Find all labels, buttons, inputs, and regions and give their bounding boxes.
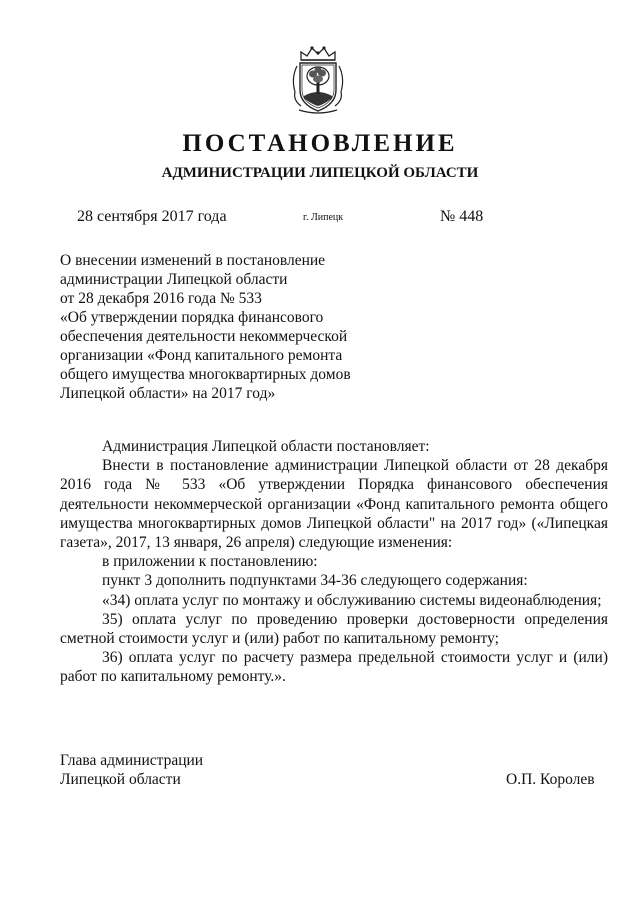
document-city: г. Липецк xyxy=(303,212,344,223)
subject-line: общего имущества многоквартирных домов xyxy=(60,366,351,383)
subject-line: от 28 декабря 2016 года № 533 xyxy=(60,290,262,307)
subject-line: обеспечения деятельности некоммерческой xyxy=(60,328,348,345)
subject-line: «Об утверждении порядка финансового xyxy=(60,309,324,326)
document-date: 28 сентября 2017 года xyxy=(77,208,227,225)
lipetsk-coat-of-arms-icon xyxy=(287,44,349,116)
document-title: ПОСТАНОВЛЕНИЕ xyxy=(182,130,458,157)
document-body xyxy=(60,437,608,687)
document-subject xyxy=(60,251,390,403)
document-number: № 448 xyxy=(440,208,484,225)
subject-line: Липецкой области» на 2017 год» xyxy=(60,385,276,402)
body-paragraph: 35) оплата услуг по проведению проверки достоверности определения сметной стоимости услуг и (или) работ по капитальному ремонту; xyxy=(60,610,608,648)
signer-name: О.П. Королев xyxy=(506,771,595,788)
body-paragraph: в приложении к постановлению: xyxy=(102,553,318,571)
issuer-subtitle: АДМИНИСТРАЦИИ ЛИПЕЦКОЙ ОБЛАСТИ xyxy=(161,165,479,181)
body-paragraph: 36) оплата услуг по расчету размера предельной стоимости услуг и (или) работ по капитальному ремонту.». xyxy=(60,649,608,686)
signer-position-line: Липецкой области xyxy=(60,771,181,788)
subject-line: организации «Фонд капитального ремонта xyxy=(60,347,343,364)
subject-line: О внесении изменений в постановление xyxy=(60,252,326,269)
body-paragraph: пункт 3 дополнить подпунктами 34-36 следующего содержания: xyxy=(102,572,528,590)
body-paragraph: Внести в постановление администрации Липецкой области от 28 декабря 2016 года № 533 «Об утверждении Порядка финансового обеспечения деятельности некоммерческой организации «Фонд капитального ремонта общего имущества многоквартирных домов Липецкой области" на 2017 год» («Липецкая газета», 2017, 13 января, 26 апреля) следующие изменения: xyxy=(60,457,608,552)
signer-position xyxy=(60,751,203,789)
signer-position-line: Глава администрации xyxy=(60,752,204,769)
body-paragraph: Администрация Липецкой области постановляет: xyxy=(102,438,430,455)
body-paragraph: «34) оплата услуг по монтажу и обслуживанию системы видеонаблюдения; xyxy=(102,591,602,609)
subject-line: администрации Липецкой области xyxy=(60,271,288,288)
